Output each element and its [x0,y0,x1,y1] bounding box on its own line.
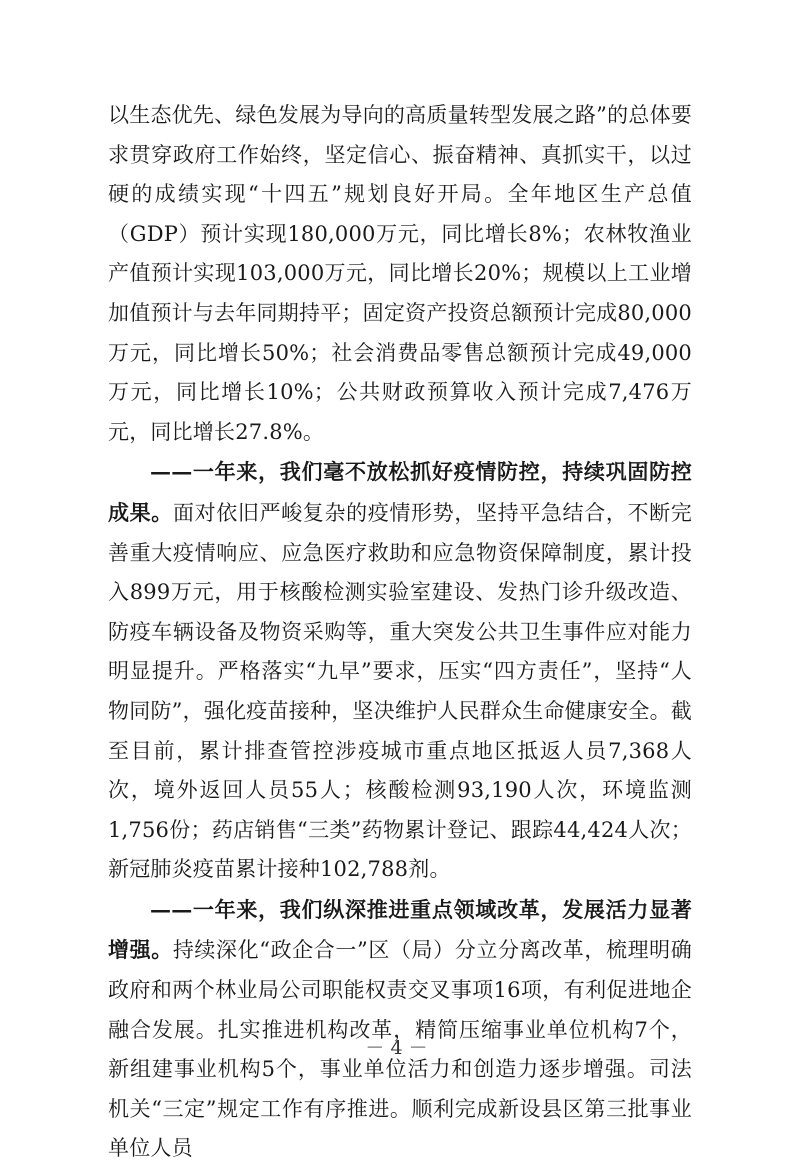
paragraph-2-text: 面对依旧严峻复杂的疫情形势，坚持平急结合，不断完善重大疫情响应、应急医疗救助和应急物资保障制度，累计投入899万元，用于核酸检测实验室建设、发热门诊升级改造、防疫车辆设备及物资采购等，重大突发公共卫生事件应对能力明显提升。严格落实“九早”要求，压实“四方责任”，坚持“人物同防”，强化疫苗接种，坚决维护人民群众生命健康安全。截至目前，累计排查管控涉疫城市重点地区抵返人员7,368人次，境外返回人员55人；核酸检测93,190人次，环境监测1,756份；药店销售“三类”药物累计登记、跟踪44,424人次；新冠肺炎疫苗累计接种102,788剂。 [108,500,692,882]
paragraph-3 [108,890,692,1169]
page-number: － 4 － [365,1037,428,1059]
document-body [108,95,692,1169]
paragraph-1 [108,95,692,452]
paragraph-3-lead: ——一年来，我们纵深推进重点领域改革，发展活力显著增强。 [108,896,692,963]
paragraph-1-text: 以生态优先、绿色发展为导向的高质量转型发展之路”的总体要求贯穿政府工作始终，坚定信心、振奋精神、真抓实干，以过硬的成绩实现“十四五”规划良好开局。全年地区生产总值（GDP）预计实现180,000万元，同比增长8%；农林牧渔业产值预计实现103,000万元，同比增长20%；规模以上工业增加值预计与去年同期持平；固定资产投资总额预计完成80,000万元，同比增长50%；社会消费品零售总额预计完成49,000万元，同比增长10%；公共财政预算收入预计完成7,476万元，同比增长27.8%。 [108,103,692,444]
paragraph-2-lead: ——一年来，我们毫不放松抓好疫情防控，持续巩固防控成果。 [108,459,692,525]
paragraph-2 [108,452,692,890]
paragraph-3-text: 持续深化“政企合一”区（局）分立分离改革，梳理明确政府和两个林业局公司职能权责交叉事项16项，有利促进地企融合发展。扎实推进机构改革，精简压缩事业单位机构7个，新组建事业机构5个，事业单位活力和创造力逐步增强。司法机关“三定”规定工作有序推进。顺利完成新设县区第三批事业单位人员 [108,938,692,1161]
